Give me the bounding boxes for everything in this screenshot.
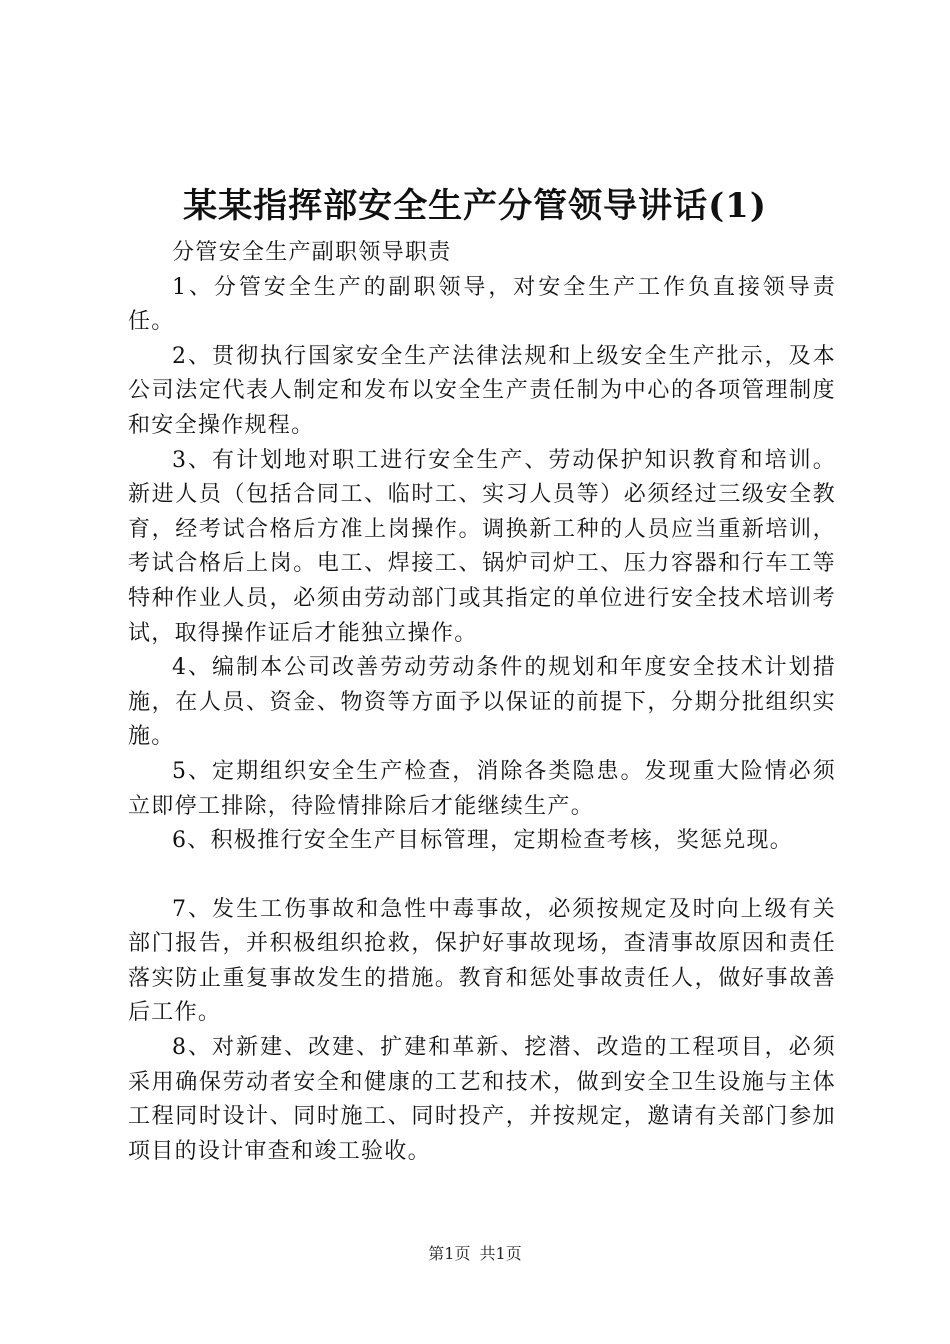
paragraph-5: 5、定期组织安全生产检查，消除各类隐患。发现重大险情必须立即停工排除，待险情排除后才能继续生产。 — [128, 758, 836, 819]
document-title: 某某指挥部安全生产分管领导讲话(1) — [183, 186, 767, 226]
paragraph-7: 7、发生工伤事故和急性中毒事故，必须按规定及时向上级有关部门报告，并积极组织抢救，保护好事故现场，查清事故原因和责任落实防止重复事故发生的措施。教育和惩处事故责任人，做好事故善后工作。 — [128, 896, 836, 1026]
page-number: 第1页 — [428, 1244, 471, 1263]
section-heading: 分管安全生产副职领导职责 — [172, 240, 452, 265]
paragraph-4: 4、编制本公司改善劳动劳动条件的规划和年度安全技术计划措施，在人员、资金、物资等方面予以保证的前提下，分期分批组织实施。 — [128, 655, 836, 750]
page-footer — [0, 1244, 950, 1264]
document-body — [128, 236, 836, 1169]
paragraph-1: 1、分管安全生产的副职领导，对安全生产工作负直接领导责任。 — [128, 274, 836, 335]
paragraph-8: 8、对新建、改建、扩建和革新、挖潜、改造的工程项目，必须采用确保劳动者安全和健康的工艺和技术，做到安全卫生设施与主体工程同时设计、同时施工、同时投产，并按规定，邀请有关部门参加项目的设计审查和竣工验收。 — [128, 1035, 836, 1164]
paragraph-2: 2、贯彻执行国家安全生产法律法规和上级安全生产批示，及本公司法定代表人制定和发布以安全生产责任制为中心的各项管理制度和安全操作规程。 — [128, 343, 836, 438]
paragraph-6: 6、积极推行安全生产目标管理，定期检查考核，奖惩兑现。 — [172, 828, 794, 854]
paragraph-3: 3、有计划地对职工进行安全生产、劳动保护知识教育和培训。新进人员（包括合同工、临时工、实习人员等）必须经过三级安全教育，经考试合格后方准上岗操作。调换新工种的人员应当重新培训，考试合格后上岗。电工、焊接工、锅炉司炉工、压力容器和行车工等特种作业人员，必须由劳动部门或其指定的单位进行安全技术培训考试，取得操作证后才能独立操作。 — [128, 447, 836, 646]
page-total: 共1页 — [479, 1244, 522, 1263]
